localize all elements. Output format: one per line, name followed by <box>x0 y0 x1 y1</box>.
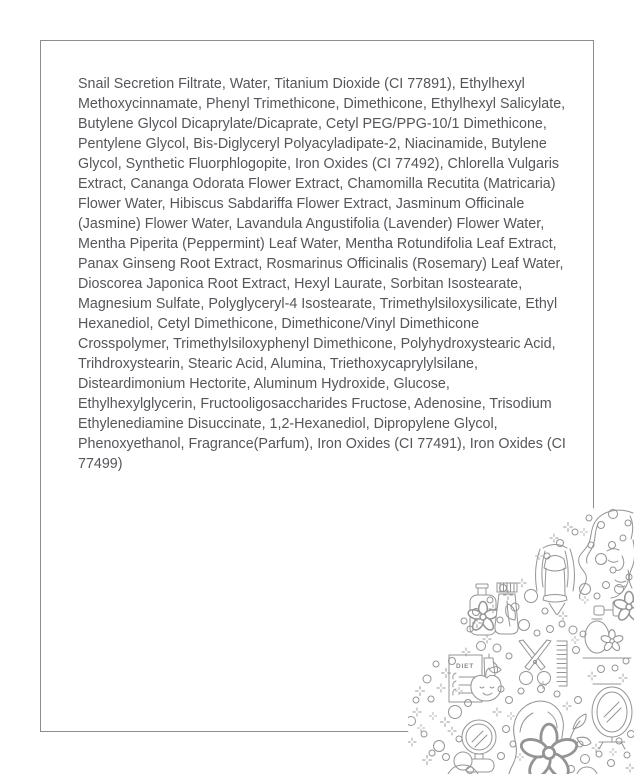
ingredients-line: Panax Ginseng Root Extract, Rosmarinus Officinalis (Rosemary) Leaf Water, <box>78 256 564 272</box>
ingredients-line: Hexanediol, Cetyl Dimethicone, Dimethicone/Vinyl Dimethicone <box>78 316 480 332</box>
ingredients-line: Flower Water, Hibiscus Sabdariffa Flower Extract, Jasminum Officinale <box>78 196 525 212</box>
ingredients-line: Glycol, Synthetic Fluorphlogopite, Iron Oxides (CI 77492), Chlorella Vulgaris <box>78 156 560 172</box>
ingredients-line: 77499) <box>78 456 123 472</box>
ingredients-line: Crosspolymer, Trimethylsiloxyphenyl Dimethicone, Polyhydroxystearic Acid, <box>78 336 556 352</box>
ingredients-line: Ethylenediamine Disuccinate, 1,2-Hexanediol, Dipropylene Glycol, <box>78 416 498 432</box>
ingredients-line: Phenoxyethanol, Fragrance(Parfum), Iron Oxides (CI 77491), Iron Oxides (CI <box>78 436 566 452</box>
ingredients-line: Ethylhexylglycerin, Fructooligosaccharides Fructose, Adenosine, Trisodium <box>78 396 552 412</box>
ingredients-line: Pentylene Glycol, Bis-Diglyceryl Polyacyladipate-2, Niacinamide, Butylene <box>78 136 547 152</box>
cosmetic-tube-icon <box>495 583 518 634</box>
ingredients-line: Magnesium Sulfate, Polyglyceryl-4 Isostearate, Trimethylsiloxysilicate, Ethyl <box>78 296 558 312</box>
ingredients-line: Trihdroxystearin, Stearic Acid, Alumina, Triethoxycaprylylsilane, <box>78 356 478 372</box>
beauty-icons-illustration <box>408 494 634 774</box>
ingredients-line: Dioscorea Japonica Root Extract, Hexyl Laurate, Sorbitan Isostearate, <box>78 276 523 292</box>
ingredients-line: (Jasmine) Flower Water, Lavandula Angustifolia (Lavender) Flower Water, <box>78 216 545 232</box>
ingredients-line: Mentha Piperita (Peppermint) Leaf Water, Mentha Rotundifolia Leaf Extract, <box>78 236 557 252</box>
ingredients-line: Extract, Cananga Odorata Flower Extract, Chamomilla Recutita (Matricaria) <box>78 176 556 192</box>
ingredients-line: Methoxycinnamate, Phenyl Trimethicone, Dimethicone, Ethylhexyl Salicylate, <box>78 96 566 112</box>
ingredients-line: Butylene Glycol Dicaprylate/Dicaprate, Cetyl PEG/PPG-10/1 Dimethicone, <box>78 116 547 132</box>
ingredients-line: Disteardimonium Hectorite, Aluminum Hydroxide, Glucose, <box>78 376 450 392</box>
diet-label: DIET <box>455 663 475 670</box>
ingredients-text <box>78 74 566 474</box>
ingredients-line: Snail Secretion Filtrate, Water, Titanium Dioxide (CI 77891), Ethylhexyl <box>78 76 525 92</box>
